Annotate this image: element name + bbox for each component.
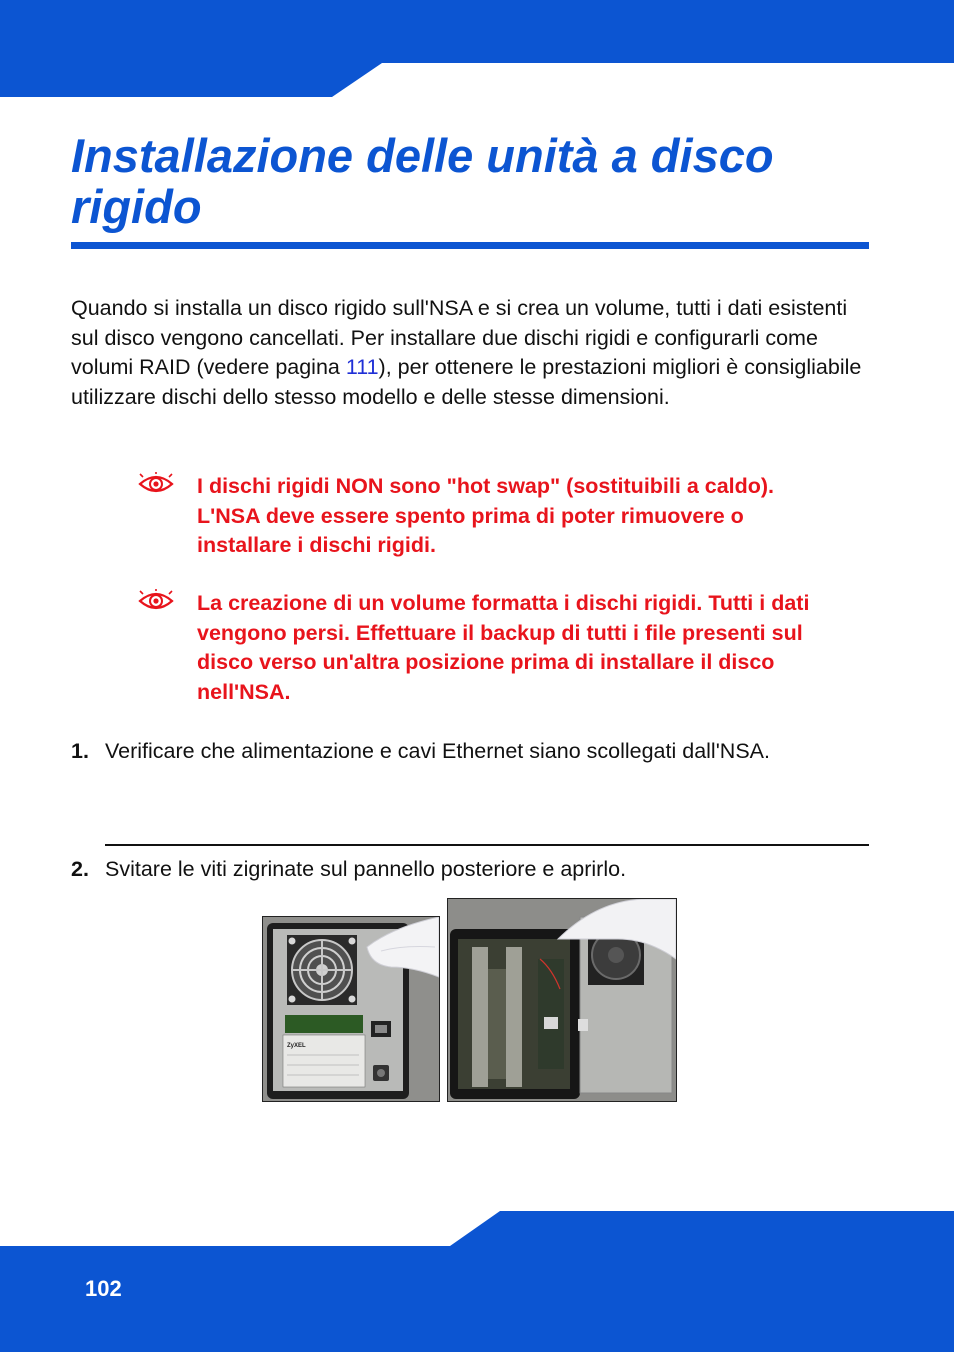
page-title: Installazione delle unità a disco rigido: [71, 129, 774, 233]
step-text: Svitare le viti zigrinate sul pannello posteriore e aprirlo.: [105, 857, 627, 881]
nsa-rear-panel-illustration: [263, 917, 439, 1101]
step-number: 2.: [71, 857, 89, 881]
step-1: [71, 737, 871, 797]
warning-text-1: I dischi rigidi NON sono "hot swap" (sostituibili a caldo). L'NSA deve essere spento prima di poter rimuovere o installare i dischi rigidi.: [197, 474, 775, 557]
intro-paragraph: [71, 294, 871, 412]
step-divider: [105, 844, 869, 846]
header-band: [0, 0, 954, 98]
warning-note-2: [138, 589, 838, 709]
product-label-brand: ZyXEL: [287, 1043, 306, 1049]
page-number: 102: [85, 1276, 122, 1301]
photo-nsa-rear-panel: [262, 916, 440, 1102]
nsa-opened-illustration: [448, 899, 676, 1101]
photo-nsa-opened: [447, 898, 677, 1102]
eye-icon: [138, 589, 174, 613]
title-underline: [71, 242, 869, 249]
step-2: [71, 855, 871, 887]
warning-note-1: [138, 472, 838, 562]
step-number: 1.: [71, 739, 89, 763]
step-text: Verificare che alimentazione e cavi Ethernet siano scollegati dall'NSA.: [105, 739, 770, 763]
eye-icon: [138, 472, 174, 496]
warning-text-2: La creazione di un volume formatta i dischi rigidi. Tutti i dati vengono persi. Effettuare il backup di tutti i file presenti sul disco verso un'altra posizione prima di installare il disco nell'NSA.: [197, 591, 810, 704]
intro-text-start: Quando si installa un disco rigido sull'NSA e si crea un volume, tutti i dati esistenti sul disco vengono cancellati. Per installare due dischi rigidi e configurarli come volumi RAID (vedere pagina: [71, 296, 848, 379]
page-reference-link[interactable]: 111: [345, 355, 379, 379]
footer-band: [0, 1211, 954, 1352]
intro-text-end: ), per ottenere le prestazioni migliori è consigliabile utilizzare dischi dello stesso modello e delle stesse dimensioni.: [71, 355, 862, 409]
